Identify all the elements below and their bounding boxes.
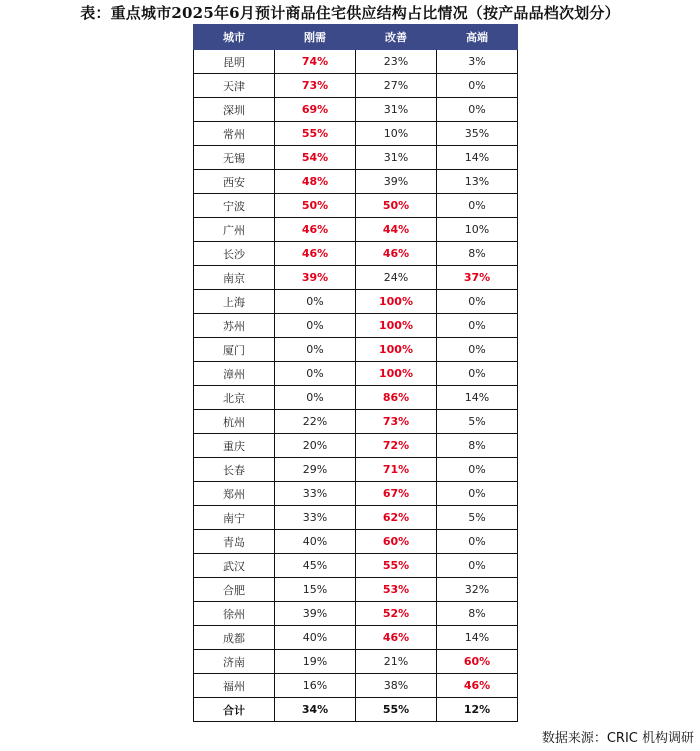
cell-high-end: 0% — [437, 74, 518, 98]
column-header-improvement: 改善 — [356, 25, 437, 50]
cell-basic-need: 46% — [275, 218, 356, 242]
cell-city: 长沙 — [194, 242, 275, 266]
cell-basic-need: 29% — [275, 458, 356, 482]
cell-city: 长春 — [194, 458, 275, 482]
cell-high-end: 8% — [437, 602, 518, 626]
cell-high-end: 5% — [437, 506, 518, 530]
cell-improvement: 50% — [356, 194, 437, 218]
cell-basic-need: 0% — [275, 362, 356, 386]
cell-high-end: 5% — [437, 410, 518, 434]
table-row — [194, 602, 518, 626]
table-row — [194, 50, 518, 74]
total-row — [194, 698, 518, 722]
column-header-basic-need: 刚需 — [275, 25, 356, 50]
table-row — [194, 674, 518, 698]
cell-high-end: 8% — [437, 242, 518, 266]
cell-city: 成都 — [194, 626, 275, 650]
cell-improvement: 100% — [356, 314, 437, 338]
cell-city: 南宁 — [194, 506, 275, 530]
cell-basic-need: 22% — [275, 410, 356, 434]
table-row — [194, 74, 518, 98]
cell-improvement: 53% — [356, 578, 437, 602]
cell-high-end: 0% — [437, 530, 518, 554]
cell-high-end: 0% — [437, 458, 518, 482]
cell-city: 漳州 — [194, 362, 275, 386]
cell-city: 常州 — [194, 122, 275, 146]
cell-city: 北京 — [194, 386, 275, 410]
cell-improvement: 100% — [356, 362, 437, 386]
cell-basic-need: 0% — [275, 314, 356, 338]
cell-basic-need: 50% — [275, 194, 356, 218]
cell-high-end: 32% — [437, 578, 518, 602]
table-row — [194, 266, 518, 290]
cell-improvement: 52% — [356, 602, 437, 626]
cell-improvement: 62% — [356, 506, 437, 530]
table-row — [194, 554, 518, 578]
cell-high-end: 37% — [437, 266, 518, 290]
cell-basic-need: 45% — [275, 554, 356, 578]
cell-basic-need: 19% — [275, 650, 356, 674]
cell-improvement: 31% — [356, 98, 437, 122]
cell-high-end: 0% — [437, 290, 518, 314]
cell-high-end: 8% — [437, 434, 518, 458]
table-row — [194, 218, 518, 242]
cell-basic-need: 20% — [275, 434, 356, 458]
cell-improvement: 46% — [356, 242, 437, 266]
table-row — [194, 146, 518, 170]
cell-high-end: 14% — [437, 386, 518, 410]
table-row — [194, 458, 518, 482]
cell-city: 郑州 — [194, 482, 275, 506]
cell-city: 无锡 — [194, 146, 275, 170]
cell-basic-need: 0% — [275, 338, 356, 362]
cell-basic-need: 39% — [275, 602, 356, 626]
cell-city: 天津 — [194, 74, 275, 98]
cell-high-end: 0% — [437, 362, 518, 386]
cell-basic-need: 39% — [275, 266, 356, 290]
table-row — [194, 650, 518, 674]
cell-improvement: 60% — [356, 530, 437, 554]
cell-city: 上海 — [194, 290, 275, 314]
cell-basic-need: 46% — [275, 242, 356, 266]
cell-basic-need: 40% — [275, 530, 356, 554]
cell-basic-need: 33% — [275, 482, 356, 506]
cell-improvement: 100% — [356, 290, 437, 314]
column-header-high-end: 高端 — [437, 25, 518, 50]
table-row — [194, 410, 518, 434]
cell-basic-need: 40% — [275, 626, 356, 650]
table-row — [194, 242, 518, 266]
cell-high-end: 13% — [437, 170, 518, 194]
cell-high-end: 60% — [437, 650, 518, 674]
table-row — [194, 194, 518, 218]
cell-city: 广州 — [194, 218, 275, 242]
cell-improvement: 55% — [356, 554, 437, 578]
cell-basic-need: 69% — [275, 98, 356, 122]
cell-city: 西安 — [194, 170, 275, 194]
total-basic-need: 34% — [275, 698, 356, 722]
cell-high-end: 0% — [437, 338, 518, 362]
cell-high-end: 0% — [437, 98, 518, 122]
table-row — [194, 338, 518, 362]
cell-high-end: 14% — [437, 146, 518, 170]
cell-city: 昆明 — [194, 50, 275, 74]
cell-improvement: 67% — [356, 482, 437, 506]
cell-improvement: 39% — [356, 170, 437, 194]
table-row — [194, 506, 518, 530]
cell-improvement: 100% — [356, 338, 437, 362]
cell-high-end: 14% — [437, 626, 518, 650]
cell-city: 苏州 — [194, 314, 275, 338]
cell-high-end: 0% — [437, 482, 518, 506]
cell-improvement: 73% — [356, 410, 437, 434]
cell-improvement: 21% — [356, 650, 437, 674]
table-row — [194, 170, 518, 194]
cell-improvement: 38% — [356, 674, 437, 698]
cell-improvement: 46% — [356, 626, 437, 650]
cell-city: 福州 — [194, 674, 275, 698]
table-row — [194, 98, 518, 122]
table-row — [194, 386, 518, 410]
cell-improvement: 72% — [356, 434, 437, 458]
cell-high-end: 0% — [437, 194, 518, 218]
cell-basic-need: 73% — [275, 74, 356, 98]
cell-basic-need: 0% — [275, 386, 356, 410]
cell-high-end: 46% — [437, 674, 518, 698]
cell-improvement: 44% — [356, 218, 437, 242]
table-row — [194, 314, 518, 338]
cell-basic-need: 74% — [275, 50, 356, 74]
cell-city: 重庆 — [194, 434, 275, 458]
table-row — [194, 122, 518, 146]
cell-improvement: 71% — [356, 458, 437, 482]
cell-improvement: 86% — [356, 386, 437, 410]
cell-basic-need: 16% — [275, 674, 356, 698]
cell-basic-need: 48% — [275, 170, 356, 194]
cell-city: 宁波 — [194, 194, 275, 218]
supply-structure-table — [193, 24, 518, 722]
cell-city: 济南 — [194, 650, 275, 674]
cell-improvement: 31% — [356, 146, 437, 170]
cell-basic-need: 15% — [275, 578, 356, 602]
cell-improvement: 23% — [356, 50, 437, 74]
page-title: 表：重点城市2025年6月预计商品住宅供应结构占比情况（按产品品档次划分） — [80, 4, 620, 22]
total-high-end: 12% — [437, 698, 518, 722]
total-improvement: 55% — [356, 698, 437, 722]
table-body — [194, 50, 518, 698]
cell-city: 合肥 — [194, 578, 275, 602]
table-row — [194, 482, 518, 506]
cell-city: 南京 — [194, 266, 275, 290]
cell-high-end: 10% — [437, 218, 518, 242]
table-row — [194, 290, 518, 314]
cell-high-end: 35% — [437, 122, 518, 146]
cell-city: 徐州 — [194, 602, 275, 626]
cell-basic-need: 55% — [275, 122, 356, 146]
cell-high-end: 0% — [437, 314, 518, 338]
cell-city: 武汉 — [194, 554, 275, 578]
table-header-row — [194, 25, 518, 50]
data-source-note: 数据来源：CRIC 机构调研 — [541, 731, 694, 746]
table-row — [194, 434, 518, 458]
cell-improvement: 24% — [356, 266, 437, 290]
cell-city: 杭州 — [194, 410, 275, 434]
cell-improvement: 27% — [356, 74, 437, 98]
table-row — [194, 362, 518, 386]
table-row — [194, 530, 518, 554]
table-row — [194, 578, 518, 602]
cell-basic-need: 54% — [275, 146, 356, 170]
table-row — [194, 626, 518, 650]
cell-city: 厦门 — [194, 338, 275, 362]
total-label: 合计 — [194, 698, 275, 722]
cell-city: 深圳 — [194, 98, 275, 122]
cell-improvement: 10% — [356, 122, 437, 146]
cell-basic-need: 33% — [275, 506, 356, 530]
cell-city: 青岛 — [194, 530, 275, 554]
cell-basic-need: 0% — [275, 290, 356, 314]
column-header-city: 城市 — [194, 25, 275, 50]
cell-high-end: 0% — [437, 554, 518, 578]
cell-high-end: 3% — [437, 50, 518, 74]
